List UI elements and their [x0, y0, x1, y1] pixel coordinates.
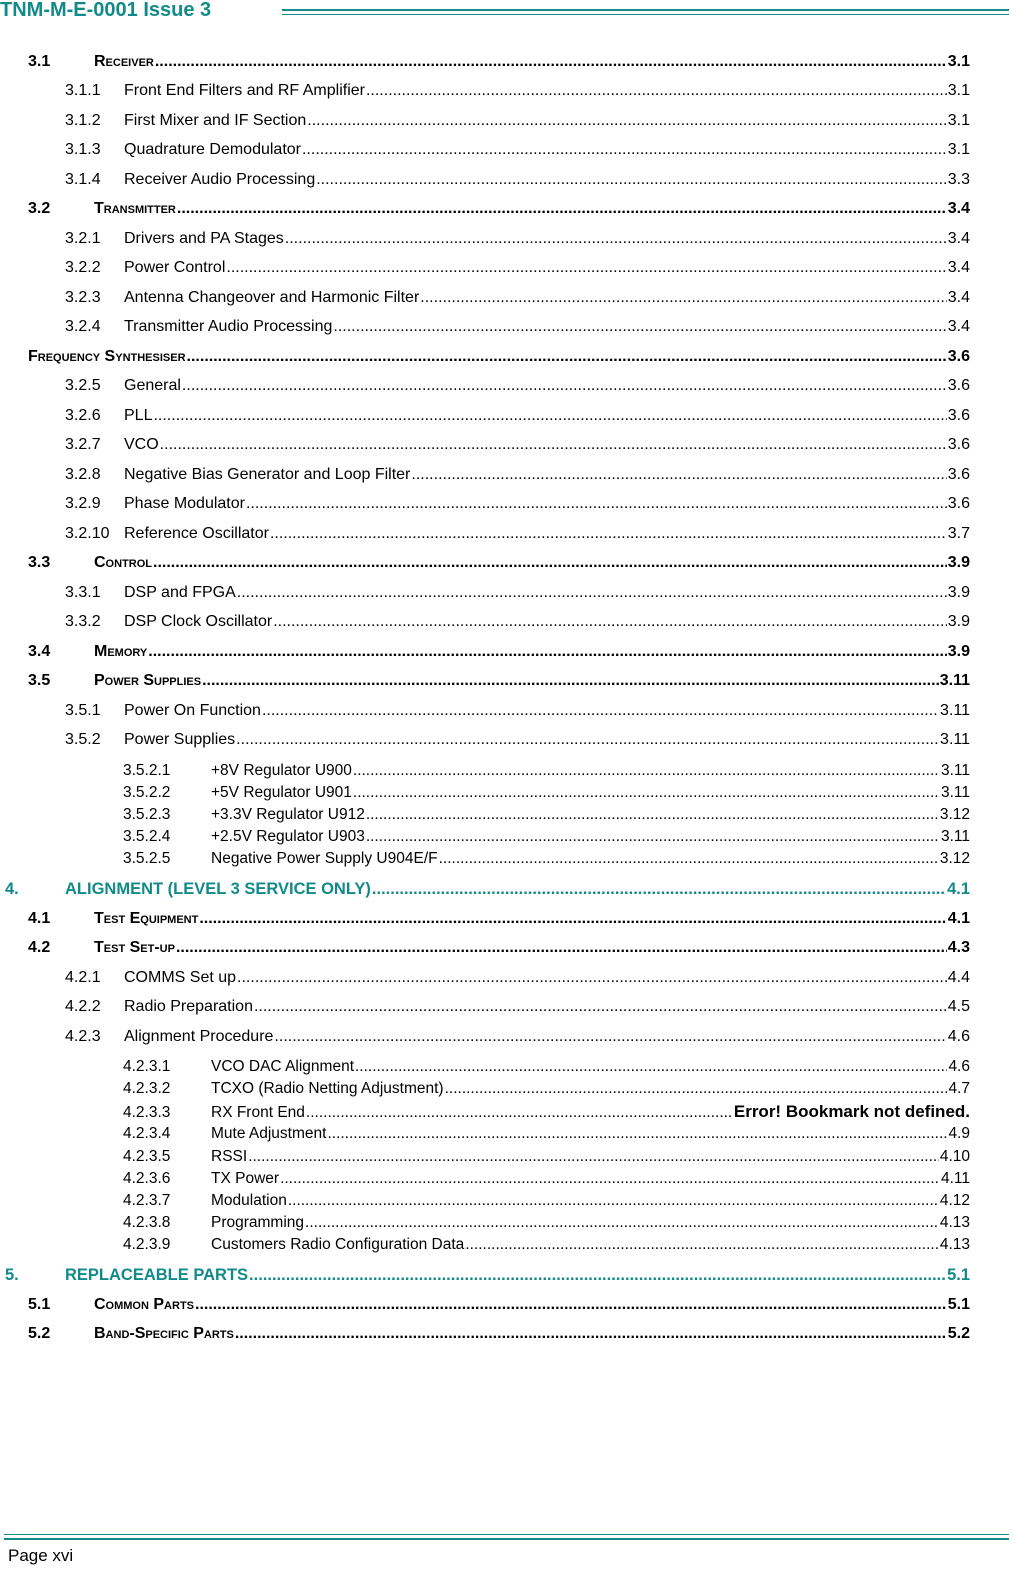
toc-entry[interactable]: 4.1 Test Equipment ..... 4.1 — [28, 910, 970, 928]
toc-entry[interactable]: 4.2.3.3 RX Front End ..... Error! Bookmark not defined. — [123, 1102, 970, 1122]
toc-entry[interactable]: 3.5.2.1 +8V Regulator U900 ..... 3.11 — [123, 762, 970, 780]
toc-entry[interactable]: 3.1.4 Receiver Audio Processing ..... 3.3 — [65, 171, 970, 189]
toc-entry[interactable]: 3.2.1 Drivers and PA Stages ..... 3.4 — [65, 230, 970, 248]
toc-entry[interactable]: 4. ALIGNMENT (LEVEL 3 SERVICE ONLY) ..... 4.1 — [5, 880, 970, 899]
toc-entry[interactable]: 3.1 Receiver ..... 3.1 — [28, 53, 970, 71]
page-number: Page xvi — [8, 1546, 74, 1565]
toc-entry[interactable]: 3.3.1 DSP and FPGA ..... 3.9 — [65, 584, 970, 602]
toc-entry[interactable]: 4.2.3.5 RSSI ..... 4.10 — [123, 1148, 970, 1166]
toc-entry[interactable]: Frequency Synthesiser ..... 3.6 — [28, 348, 970, 366]
toc-entry[interactable]: 3.2.6 PLL ..... 3.6 — [65, 407, 970, 425]
toc-entry[interactable]: 4.2.3.6 TX Power ..... 4.11 — [123, 1170, 970, 1188]
footer-rule — [4, 1538, 1009, 1540]
toc-entry[interactable]: 3.5 Power Supplies ..... 3.11 — [28, 672, 970, 690]
toc-entry[interactable]: 3.5.1 Power On Function ..... 3.11 — [65, 702, 970, 720]
toc-entry[interactable]: 4.2.3.9 Customers Radio Configuration Data ..... 4.13 — [123, 1236, 970, 1254]
toc-entry[interactable]: 4.2.3.8 Programming ..... 4.13 — [123, 1214, 970, 1232]
toc-entry[interactable]: 3.2.5 General ..... 3.6 — [65, 377, 970, 395]
toc-entry[interactable]: 3.2.7 VCO ..... 3.6 — [65, 436, 970, 454]
toc-entry[interactable]: 3.2.10 Reference Oscillator ..... 3.7 — [65, 525, 970, 543]
toc-entry[interactable]: 3.2.4 Transmitter Audio Processing ..... 3.4 — [65, 318, 970, 336]
toc-entry[interactable]: 5.2 Band-Specific Parts ..... 5.2 — [28, 1325, 970, 1343]
toc-entry[interactable]: 3.5.2.5 Negative Power Supply U904E/F ..... 3.12 — [123, 850, 970, 868]
page-footer — [0, 1534, 1013, 1584]
header-rule-thin — [282, 14, 1009, 15]
toc-entry[interactable]: 3.2.3 Antenna Changeover and Harmonic Filter ..... 3.4 — [65, 289, 970, 307]
toc-entry[interactable]: 3.1.1 Front End Filters and RF Amplifier ..... 3.1 — [65, 82, 970, 100]
footer-rule-thin — [4, 1534, 1009, 1535]
toc-entry[interactable]: 4.2.3 Alignment Procedure ..... 4.6 — [65, 1028, 970, 1046]
toc-entry[interactable]: 5. REPLACEABLE PARTS ..... 5.1 — [5, 1266, 970, 1285]
toc-entry[interactable]: 3.1.2 First Mixer and IF Section ..... 3.1 — [65, 112, 970, 130]
toc-entry[interactable]: 3.5.2.3 +3.3V Regulator U912 ..... 3.12 — [123, 806, 970, 824]
toc-entry[interactable]: 3.2.8 Negative Bias Generator and Loop Filter ..... 3.6 — [65, 466, 970, 484]
document-id: TNM-M-E-0001 Issue 3 — [0, 0, 212, 21]
toc-entry[interactable]: 4.2 Test Set-up ..... 4.3 — [28, 939, 970, 957]
toc-entry[interactable]: 5.1 Common Parts ..... 5.1 — [28, 1296, 970, 1314]
toc-entry[interactable]: 3.5.2.4 +2.5V Regulator U903 ..... 3.11 — [123, 828, 970, 846]
toc-entry[interactable]: 3.4 Memory ..... 3.9 — [28, 643, 970, 661]
toc-entry[interactable]: 3.2 Transmitter ..... 3.4 — [28, 200, 970, 218]
toc-entry[interactable]: 3.5.2 Power Supplies ..... 3.11 — [65, 731, 970, 749]
toc-entry[interactable]: 3.2.9 Phase Modulator ..... 3.6 — [65, 495, 970, 513]
toc-entry[interactable]: 4.2.3.4 Mute Adjustment ..... 4.9 — [123, 1125, 970, 1143]
toc-entry[interactable]: 3.2.2 Power Control ..... 3.4 — [65, 259, 970, 277]
header-rule — [282, 9, 1009, 11]
page-header — [0, 0, 1013, 26]
toc-entry[interactable]: 4.2.1 COMMS Set up ..... 4.4 — [65, 969, 970, 987]
toc-entry[interactable]: 4.2.2 Radio Preparation ..... 4.5 — [65, 998, 970, 1016]
toc-entry[interactable]: 3.5.2.2 +5V Regulator U901 ..... 3.11 — [123, 784, 970, 802]
toc-entry[interactable]: 4.2.3.2 TCXO (Radio Netting Adjustment) ..... 4.7 — [123, 1080, 970, 1098]
toc-entry[interactable]: 3.3 Control ..... 3.9 — [28, 554, 970, 572]
toc-entry[interactable]: 4.2.3.7 Modulation ..... 4.12 — [123, 1192, 970, 1210]
toc-entry[interactable]: 3.1.3 Quadrature Demodulator ..... 3.1 — [65, 141, 970, 159]
toc-entry[interactable]: 3.3.2 DSP Clock Oscillator ..... 3.9 — [65, 613, 970, 631]
toc-entry[interactable]: 4.2.3.1 VCO DAC Alignment ..... 4.6 — [123, 1058, 970, 1076]
